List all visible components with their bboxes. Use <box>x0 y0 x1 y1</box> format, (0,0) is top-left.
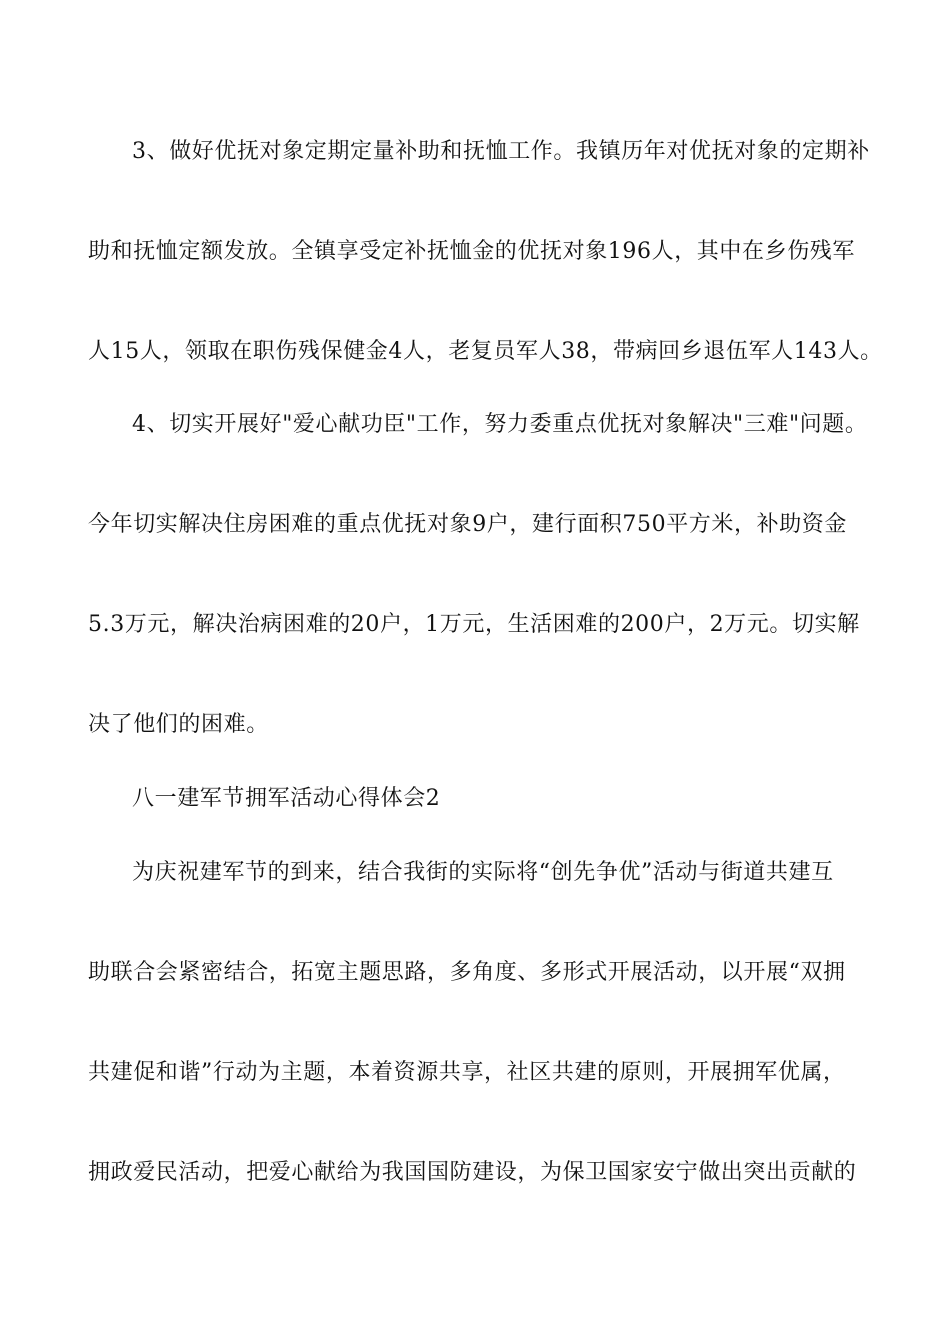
paragraph-3-line-2: 助和抚恤定额发放。全镇享受定补抚恤金的优抚对象196人，其中在乡伤残军 <box>88 239 855 264</box>
paragraph-3-line-3: 人15人，领取在职伤残保健金4人，老复员军人38，带病回乡退伍军人143人。 <box>88 339 883 364</box>
paragraph-5-line-1: 为庆祝建军节的到来，结合我街的实际将“创先争优”活动与街道共建互 <box>132 860 834 885</box>
paragraph-5-line-3: 共建促和谐”行动为主题，本着资源共享，社区共建的原则，开展拥军优属， <box>88 1060 846 1085</box>
paragraph-3-line-1: 3、做好优抚对象定期定量补助和抚恤工作。我镇历年对优抚对象的定期补 <box>132 139 870 164</box>
paragraph-5-line-4: 拥政爱民活动，把爱心献给为我国国防建设，为保卫国家安宁做出突出贡献的 <box>88 1160 857 1185</box>
section-heading: 八一建军节拥军活动心得体会2 <box>132 786 441 811</box>
paragraph-5-line-2: 助联合会紧密结合，拓宽主题思路，多角度、多形式开展活动，以开展“双拥 <box>88 960 846 985</box>
paragraph-4-line-1: 4、切实开展好"爱心献功臣"工作，努力委重点优抚对象解决"三难"问题。 <box>132 412 868 437</box>
paragraph-4-line-3: 5.3万元，解决治病困难的20户，1万元，生活困难的200户，2万元。切实解 <box>88 612 860 637</box>
paragraph-4-line-2: 今年切实解决住房困难的重点优抚对象9户，建行面积750平方米，补助资金 <box>88 512 847 537</box>
paragraph-4-line-4: 决了他们的困难。 <box>88 712 269 737</box>
